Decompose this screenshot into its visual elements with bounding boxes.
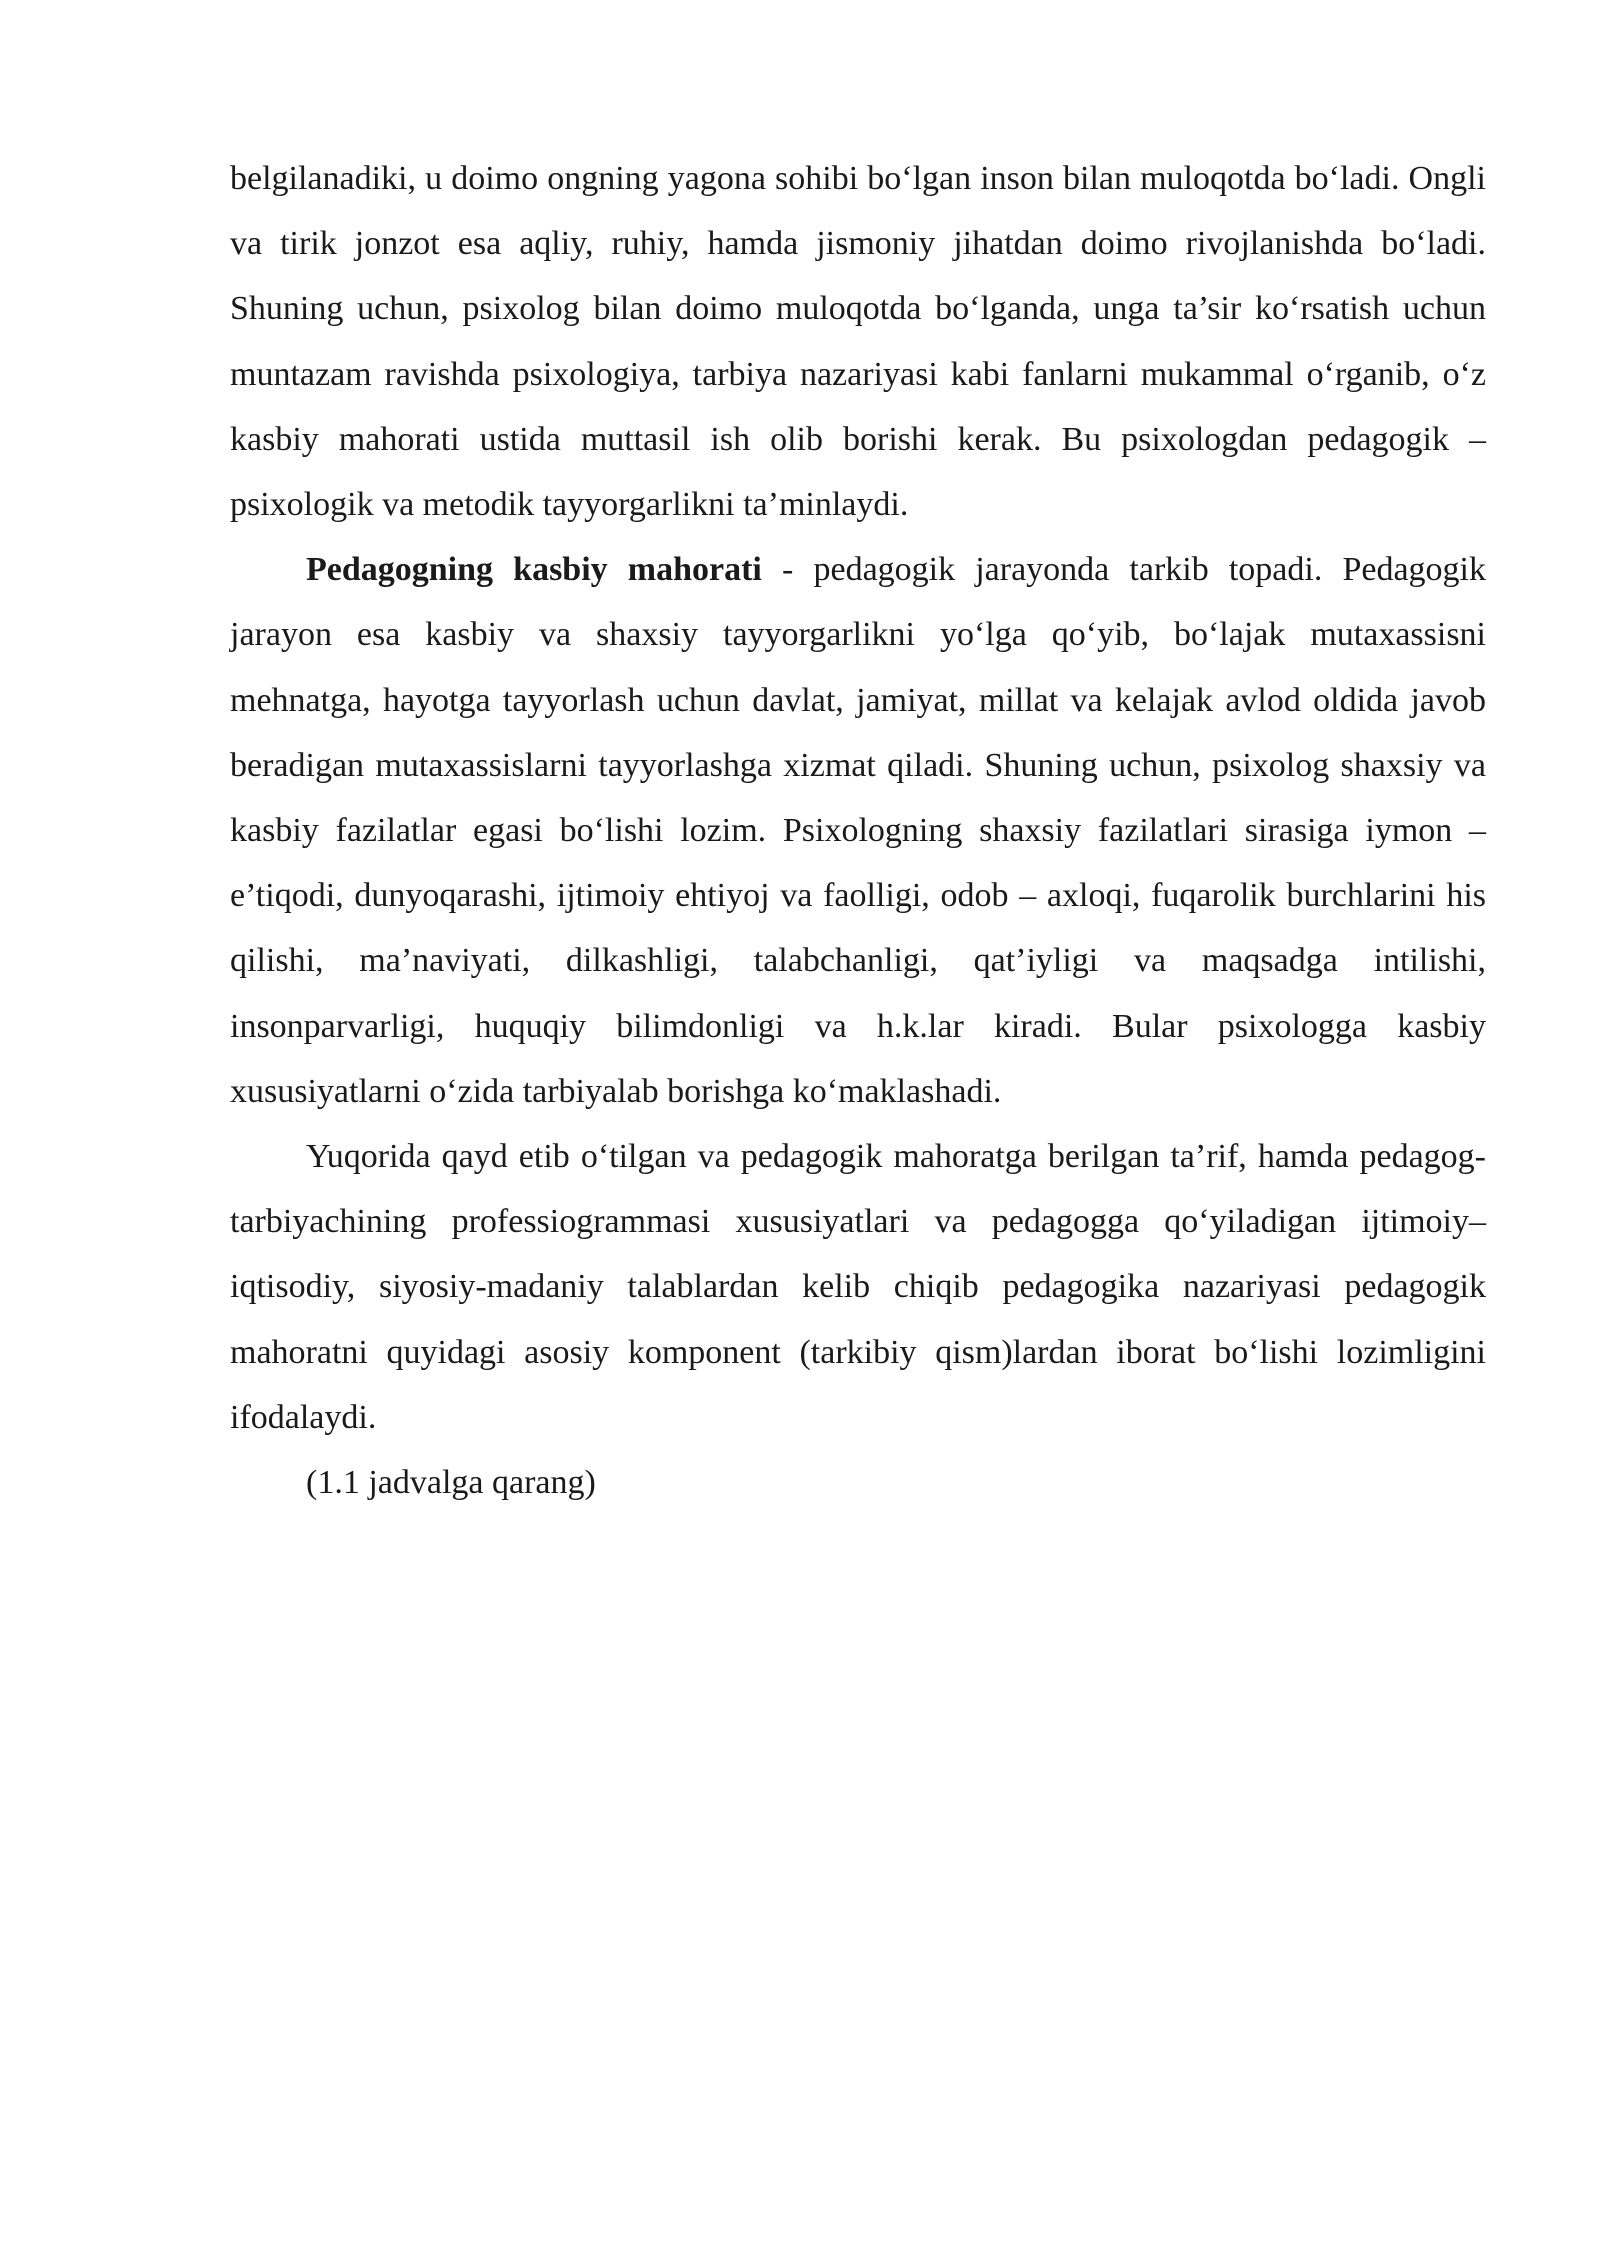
- paragraph-komponentlar: [230, 1124, 1486, 1450]
- paragraph-pedagog-mahorati: [230, 537, 1486, 1124]
- body-text: [230, 146, 1486, 1515]
- paragraph-text: (1.1 jadvalga qarang): [306, 1464, 596, 1502]
- paragraph-text: belgilanadiki, u doimo ongning yagona sohibi bo‘lgan inson bilan muloqotda bo‘ladi. Ongli va tirik jonzot esa aqliy, ruhiy, hamda jismoniy jihatdan doimo rivojlanishda bo‘ladi. Shuning uchun, psixolog bilan doimo muloqotda bo‘lganda, unga ta’sir ko‘rsatish uchun muntazam ravishda psixologiya, tarbiya nazariyasi kabi fanlarni mukammal o‘rganib, o‘z kasbiy mahorati ustida muttasil ish olib borishi kerak. Bu psixologdan pedagogik – psixologik va metodik tayyorgarlikni ta’minlaydi.: [230, 160, 1486, 524]
- table-reference: [230, 1450, 1486, 1515]
- bold-term: Pedagogning kasbiy mahorati: [306, 551, 762, 589]
- paragraph-text: - pedagogik jarayonda tarkib topadi. Pedagogik jarayon esa kasbiy va shaxsiy tayyorgarlikni yo‘lga qo‘yib, bo‘lajak mutaxassisni mehnatga, hayotga tayyorlash uchun davlat, jamiyat, millat va kelajak avlod oldida javob beradigan mutaxassislarni tayyorlashga xizmat qiladi. Shuning uchun, psixolog shaxsiy va kasbiy fazilatlar egasi bo‘lishi lozim. Psixologning shaxsiy fazilatlari sirasiga iymon – e’tiqodi, dunyoqarashi, ijtimoiy ehtiyoj va faolligi, odob – axloqi, fuqarolik burchlarini his qilishi, ma’naviyati, dilkashligi, talabchanligi, qat’iyligi va maqsadga intilishi, insonparvarligi, huquqiy bilimdonligi va h.k.lar kiradi. Bular psixologga kasbiy xususiyatlarni o‘zida tarbiyalab borishga ko‘maklashadi.: [230, 551, 1486, 1110]
- paragraph-text: Yuqorida qayd etib o‘tilgan va pedagogik mahoratga berilgan ta’rif, hamda pedagog-tarbiyachining professiogrammasi xususiyatlari va pedagogga qo‘yiladigan ijtimoiy–iqtisodiy, siyosiy-madaniy talablardan kelib chiqib pedagogika nazariyasi pedagogik mahoratni quyidagi asosiy komponent (tarkibiy qism)lardan iborat bo‘lishi lozimligini ifodalaydi.: [230, 1138, 1486, 1436]
- paragraph-continuation: [230, 146, 1486, 537]
